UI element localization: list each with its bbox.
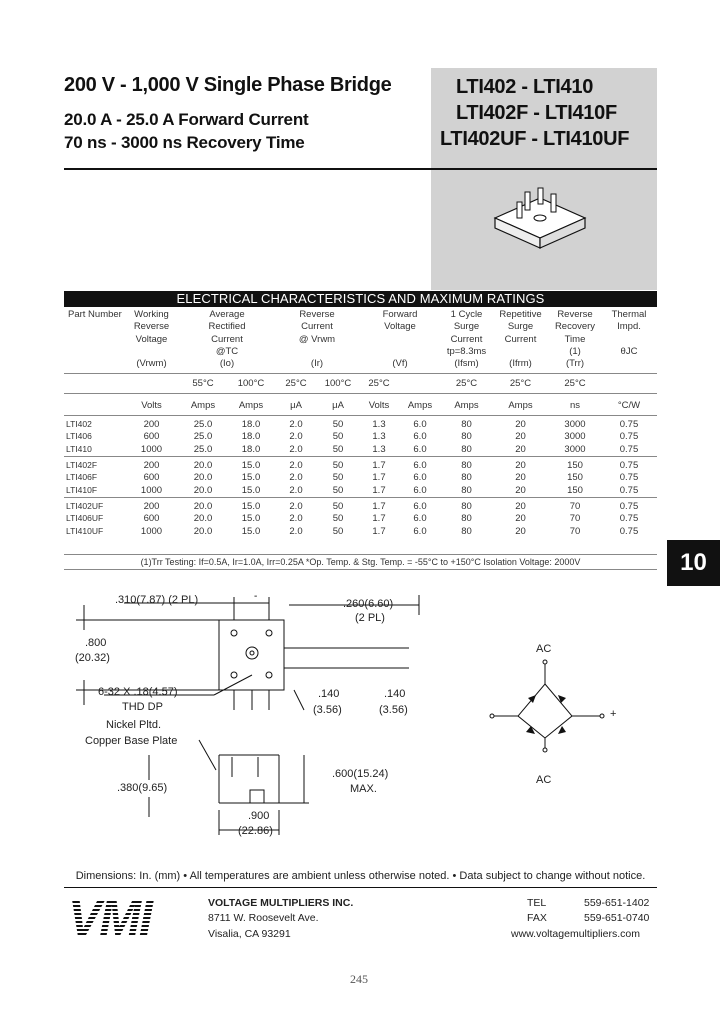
value-cell: 600: [143, 512, 160, 524]
header-working: Working Reverse Voltage (Vrwm): [133, 309, 170, 370]
logo-text: VMI: [68, 893, 151, 939]
value-cell: 20.0: [193, 484, 213, 496]
table-row: [64, 513, 657, 526]
table-row: [64, 485, 657, 498]
section-tab: 10: [667, 540, 720, 586]
value-cell: 15.0: [227, 498, 275, 513]
table-row: [64, 498, 657, 513]
value-cell: 50: [317, 498, 359, 513]
value-cell: 18.0: [241, 430, 261, 442]
value-cell: 0.75: [619, 471, 639, 483]
dim-thread-depth: THD DP: [122, 701, 163, 713]
value-cell: 20: [492, 498, 549, 513]
header-average: Average Rectified Current @TC (Io): [208, 309, 246, 370]
part-number-cell: LTI406UF: [66, 512, 104, 523]
spec-table: [64, 309, 657, 539]
dim-140-a-mm: (3.56): [313, 704, 342, 716]
value-cell: 6.0: [413, 484, 427, 496]
value-cell: 6.0: [399, 498, 441, 513]
value-cell: 50: [332, 430, 344, 442]
value-cell: 50: [317, 416, 359, 431]
value-cell: 1.3: [372, 443, 386, 455]
part-number-cell: LTI410F: [66, 484, 98, 495]
dim-260: .260(6.60): [343, 598, 394, 610]
value-cell: 2.0: [275, 498, 317, 513]
table-header-row: [64, 309, 657, 374]
value-cell: 1.3: [359, 416, 399, 431]
value-cell: 15.0: [241, 471, 261, 483]
value-cell: 20.0: [193, 525, 213, 537]
value-cell: 15.0: [241, 525, 261, 537]
dim-600: .600(15.24): [332, 768, 389, 780]
value-cell: 25.0: [193, 430, 213, 442]
page-number: 245: [350, 972, 368, 986]
header-rep-surge: Repetitive Surge Current (Ifrm): [499, 309, 542, 370]
ac-bottom-label: AC: [536, 774, 552, 786]
company-name: VOLTAGE MULTIPLIERS INC.: [208, 897, 354, 909]
value-cell: 20: [515, 430, 526, 442]
value-cell: 150: [567, 471, 583, 483]
value-cell: 20.0: [193, 471, 213, 483]
header-surge: 1 Cycle Surge Current tp=8.3ms (Ifsm): [446, 309, 487, 370]
value-cell: 50: [317, 457, 359, 472]
value-cell: 0.75: [601, 416, 657, 431]
value-cell: 70: [549, 498, 601, 513]
value-cell: 80: [461, 525, 472, 537]
value-cell: 15.0: [241, 484, 261, 496]
dim-380: .380(9.65): [117, 782, 168, 794]
tel-label: TEL: [527, 897, 547, 909]
value-cell: 80: [461, 484, 472, 496]
value-cell: 1.7: [359, 498, 399, 513]
value-cell: 0.75: [601, 457, 657, 472]
part-number-cell: LTI410UF: [66, 525, 104, 536]
value-cell: 0.75: [619, 430, 639, 442]
value-cell: 80: [441, 457, 492, 472]
forward-current-line: 20.0 A - 25.0 A Forward Current: [64, 110, 309, 129]
value-cell: 80: [461, 443, 472, 455]
value-cell: 20: [492, 416, 549, 431]
table-row: [64, 444, 657, 457]
value-cell: 1.7: [372, 471, 386, 483]
value-cell: 20: [492, 457, 549, 472]
value-cell: 15.0: [241, 512, 261, 524]
value-cell: 3000: [564, 443, 586, 455]
value-cell: 1000: [140, 443, 163, 455]
value-cell: 1.7: [372, 525, 386, 537]
table-title: ELECTRICAL CHARACTERISTICS AND MAXIMUM RATINGS: [64, 291, 657, 307]
value-cell: 80: [441, 498, 492, 513]
value-cell: 15.0: [227, 457, 275, 472]
value-cell: 6.0: [399, 416, 441, 431]
value-cell: 80: [461, 512, 472, 524]
part-number-cell: LTI402: [64, 416, 124, 431]
value-cell: 6.0: [413, 525, 427, 537]
value-cell: 20: [515, 484, 526, 496]
address-line-2: Visalia, CA 93291: [208, 928, 291, 940]
value-cell: 200: [124, 498, 179, 513]
value-cell: 0.75: [619, 484, 639, 496]
fax-label: FAX: [527, 912, 547, 924]
value-cell: 6.0: [399, 457, 441, 472]
value-cell: 1.3: [372, 430, 386, 442]
table-row: [64, 416, 657, 431]
value-cell: 600: [143, 430, 160, 442]
part-number-cell: LTI406F: [66, 471, 98, 482]
value-cell: 1.7: [372, 484, 386, 496]
minus-mark: -: [254, 591, 258, 602]
dim-800: .800: [85, 637, 107, 649]
value-cell: 6.0: [413, 512, 427, 524]
tel-number: 559-651-1402: [584, 897, 650, 909]
value-cell: 6.0: [413, 443, 427, 455]
value-cell: 2.0: [289, 471, 303, 483]
header-forward: Forward Voltage (Vf): [382, 309, 418, 370]
table-row: [64, 431, 657, 444]
value-cell: 150: [549, 457, 601, 472]
part-range-2: LTI402F - LTI410F: [456, 102, 617, 124]
base-plate-note-2: Copper Base Plate: [85, 735, 178, 747]
value-cell: 6.0: [413, 430, 427, 442]
value-cell: 70: [569, 525, 581, 537]
address-line-1: 8711 W. Roosevelt Ave.: [208, 912, 319, 924]
value-cell: 2.0: [289, 525, 303, 537]
value-cell: 18.0: [227, 416, 275, 431]
value-cell: 20.0: [179, 457, 227, 472]
header-part: Part Number: [68, 309, 122, 320]
value-cell: 0.75: [619, 443, 639, 455]
table-row: [64, 526, 657, 539]
value-cell: 50: [332, 443, 344, 455]
page-title: 200 V - 1,000 V Single Phase Bridge: [64, 74, 392, 96]
footer-note: Dimensions: In. (mm) • All temperatures are ambient unless otherwise noted. • Data subject to change without notice.: [75, 870, 646, 882]
value-cell: 3000: [564, 430, 586, 442]
value-cell: 1000: [140, 525, 163, 537]
value-cell: 25.0: [179, 416, 227, 431]
part-number-cell: LTI402F: [64, 457, 124, 472]
value-cell: 2.0: [289, 430, 303, 442]
value-cell: 2.0: [289, 512, 303, 524]
value-cell: 150: [567, 484, 583, 496]
value-cell: 70: [569, 512, 581, 524]
table-note: (1)Trr Testing: If=0.5A, Ir=1.0A, Irr=0.25A *Op. Temp. & Stg. Temp. = -55°C to +150°C Isolation Voltage: 2000V: [64, 554, 657, 570]
dim-900-mm: (22.86): [238, 825, 273, 837]
header-thermal: Thermal Impd. θJC: [611, 309, 647, 357]
value-cell: 6.0: [413, 471, 427, 483]
value-cell: 20: [515, 525, 526, 537]
value-cell: 20.0: [179, 498, 227, 513]
value-cell: 1.7: [359, 457, 399, 472]
table-row: [64, 472, 657, 485]
table-row: [64, 457, 657, 472]
dim-800-mm: (20.32): [75, 652, 110, 664]
value-cell: 1.7: [372, 512, 386, 524]
header-reverse-current: Reverse Current @ Vrwm (Ir): [298, 309, 336, 370]
value-cell: 80: [461, 471, 472, 483]
value-cell: 2.0: [275, 457, 317, 472]
value-cell: 50: [332, 484, 344, 496]
recovery-time-line: 70 ns - 3000 ns Recovery Time: [64, 133, 305, 152]
ac-top-label: AC: [536, 643, 552, 655]
value-cell: 25.0: [193, 443, 213, 455]
value-cell: 200: [124, 457, 179, 472]
header-recovery: Reverse Recovery Time (1) (Trr): [554, 309, 596, 370]
base-plate-note-1: Nickel Pltd.: [106, 719, 162, 731]
dim-600-max: MAX.: [350, 783, 377, 795]
part-number-cell: LTI410: [66, 443, 92, 454]
value-cell: 0.75: [601, 498, 657, 513]
plus-terminal-label: +: [610, 708, 617, 720]
value-cell: 50: [332, 512, 344, 524]
value-cell: 3000: [549, 416, 601, 431]
dim-140-b: .140: [384, 688, 406, 700]
website-link[interactable]: www.voltagemultipliers.com: [511, 928, 640, 940]
footer-rule: [64, 887, 657, 888]
value-cell: 200: [124, 416, 179, 431]
part-range-3: LTI402UF - LTI410UF: [440, 128, 630, 150]
value-cell: 80: [461, 430, 472, 442]
temp-row: 55°C 100°C 25°C 100°C 25°C 25°C 25°C 25°C: [64, 374, 657, 394]
value-cell: 2.0: [289, 443, 303, 455]
value-cell: 0.75: [619, 525, 639, 537]
value-cell: 50: [332, 471, 344, 483]
value-cell: 80: [441, 416, 492, 431]
part-number-cell: LTI402UF: [64, 498, 124, 513]
value-cell: 20: [515, 443, 526, 455]
value-cell: 20: [515, 512, 526, 524]
units-row: Volts Amps Amps μA μA Volts Amps Amps Amps ns °C/W: [64, 394, 657, 416]
value-cell: 20: [515, 471, 526, 483]
package-illustration: [485, 180, 595, 260]
value-cell: 18.0: [241, 443, 261, 455]
fax-number: 559-651-0740: [584, 912, 650, 924]
dim-310: .310(7.87) (2 PL): [115, 594, 199, 606]
value-cell: 0.75: [619, 512, 639, 524]
value-cell: 20.0: [193, 512, 213, 524]
value-cell: 1000: [140, 484, 163, 496]
value-cell: 600: [143, 471, 160, 483]
dim-140-b-mm: (3.56): [379, 704, 408, 716]
vmi-logo: [66, 893, 182, 939]
value-cell: 2.0: [289, 484, 303, 496]
dim-900: .900: [248, 810, 270, 822]
value-cell: 2.0: [275, 416, 317, 431]
value-cell: 50: [332, 525, 344, 537]
part-number-cell: LTI406: [66, 430, 92, 441]
dim-140-a: .140: [318, 688, 340, 700]
dim-thread: 6-32 X .18(4.57): [98, 686, 178, 698]
header-rule: [64, 168, 657, 170]
part-range-1: LTI402 - LTI410: [456, 76, 594, 98]
dim-260-pl: (2 PL): [355, 612, 385, 624]
bridge-schematic: [480, 650, 620, 770]
